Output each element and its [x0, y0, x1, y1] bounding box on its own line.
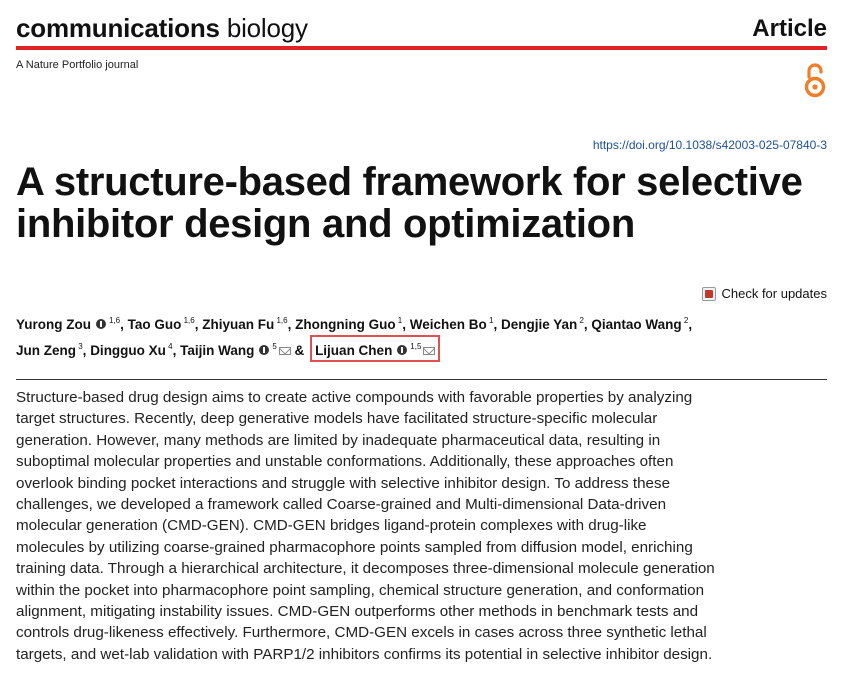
- author-name[interactable]: Zhiyuan Fu: [202, 317, 275, 332]
- article-title: A structure-based framework for selective inhibitor design and optimization: [16, 160, 803, 246]
- abstract-text: Structure-based drug design aims to create active compounds with favorable properties by analyzing target structures. Recently, deep generative models have facilitated structure-specific molecular generation. However, many methods are limited by inadequate pharmaceutical data, resulting in suboptimal molecular properties and unstable conformations. Additionally, these approaches often overlook binding pocket interactions and struggle with selective inhibitor design. To address these challenges, we developed a framework called Coarse-grained and Multi-dimensional Data-driven molecular generation (CMD-GEN). CMD-GEN bridges ligand-protein complexes with drug-like molecules by utilizing coarse-grained pharmacophore points sampled from diffusion model, enriching training data. Through a hierarchical architecture, it decomposes three-dimensional molecule generation within the pocket into pharmacophore point sampling, chemical structure generation, and conformation alignment, mitigating instability issues. CMD-GEN outperforms other methods in benchmark tests and controls drug-likeness effectively. Furthermore, CMD-GEN excels in cases across three synthetic lethal targets, and wet-lab validation with PARP1/2 inhibitors confirms its potential in selective inhibitor design.: [16, 389, 715, 663]
- orcid-icon[interactable]: [259, 345, 269, 355]
- author-name[interactable]: Tao Guo: [127, 317, 182, 332]
- affiliation-sup: 1,5: [408, 342, 422, 351]
- check-updates-label: Check for updates: [721, 286, 827, 301]
- open-access-lock-icon: [802, 62, 828, 98]
- author-entry: [410, 317, 494, 332]
- portfolio-label: A Nature Portfolio journal: [16, 59, 139, 71]
- affiliation-sup: 2: [681, 316, 689, 325]
- journal-name-light: biology: [226, 13, 308, 43]
- author-entry: [16, 343, 83, 358]
- affiliation-sup: 3: [76, 342, 83, 351]
- author-name[interactable]: Jun Zeng: [16, 343, 76, 358]
- author-entry: [295, 317, 402, 332]
- affiliation-sup: 1: [486, 316, 494, 325]
- affiliation-sup: 1: [395, 316, 403, 325]
- check-for-updates-button[interactable]: [702, 286, 827, 301]
- journal-name-bold: communications: [16, 13, 220, 43]
- author-list: [16, 310, 806, 362]
- author-separator: ,: [493, 317, 501, 332]
- author-entry: [202, 317, 287, 332]
- check-updates-icon: [702, 287, 716, 301]
- author-name[interactable]: Dengjie Yan: [500, 317, 578, 332]
- author-entry: [180, 343, 291, 358]
- author-separator: ,: [172, 343, 181, 358]
- author-entry: [128, 317, 195, 332]
- author-separator: ,: [194, 317, 203, 332]
- author-entry: [90, 343, 172, 358]
- highlighted-author-entry: [310, 335, 440, 362]
- affiliation-sup: 4: [165, 342, 173, 351]
- author-separator: ,: [82, 343, 91, 358]
- author-name[interactable]: Zhongning Guo: [295, 317, 396, 332]
- author-name[interactable]: Qiantao Wang: [591, 317, 682, 332]
- orcid-icon[interactable]: [96, 319, 106, 329]
- author-name[interactable]: Lijuan Chen: [315, 343, 393, 358]
- doi-link[interactable]: https://doi.org/10.1038/s42003-025-07840-3: [592, 138, 827, 152]
- journal-name: [16, 13, 308, 44]
- header-rule: [16, 46, 827, 50]
- author-separator: ,: [120, 317, 128, 332]
- author-separator: ,: [688, 317, 693, 332]
- author-separator: ,: [583, 317, 592, 332]
- author-separator: ,: [402, 317, 410, 332]
- affiliation-sup: 1,6: [274, 316, 288, 325]
- author-entry: [16, 317, 120, 332]
- affiliation-sup: 1,6: [181, 316, 195, 325]
- author-entry: [591, 317, 688, 332]
- author-name[interactable]: Taijin Wang: [180, 343, 255, 358]
- author-name[interactable]: Weichen Bo: [409, 317, 487, 332]
- article-type-label: Article: [752, 15, 827, 42]
- affiliation-sup: 5: [270, 342, 277, 351]
- section-divider: [16, 379, 827, 380]
- author-separator: ,: [287, 317, 296, 332]
- author-separator: &: [290, 343, 309, 358]
- affiliation-sup: 1,6: [106, 316, 121, 325]
- author-name[interactable]: Dingguo Xu: [90, 343, 166, 358]
- author-entry: [501, 317, 584, 332]
- email-icon[interactable]: [423, 347, 435, 355]
- email-icon[interactable]: [279, 347, 291, 355]
- affiliation-sup: 2: [577, 316, 584, 325]
- orcid-icon[interactable]: [397, 345, 407, 355]
- author-name[interactable]: Yurong Zou: [16, 317, 91, 332]
